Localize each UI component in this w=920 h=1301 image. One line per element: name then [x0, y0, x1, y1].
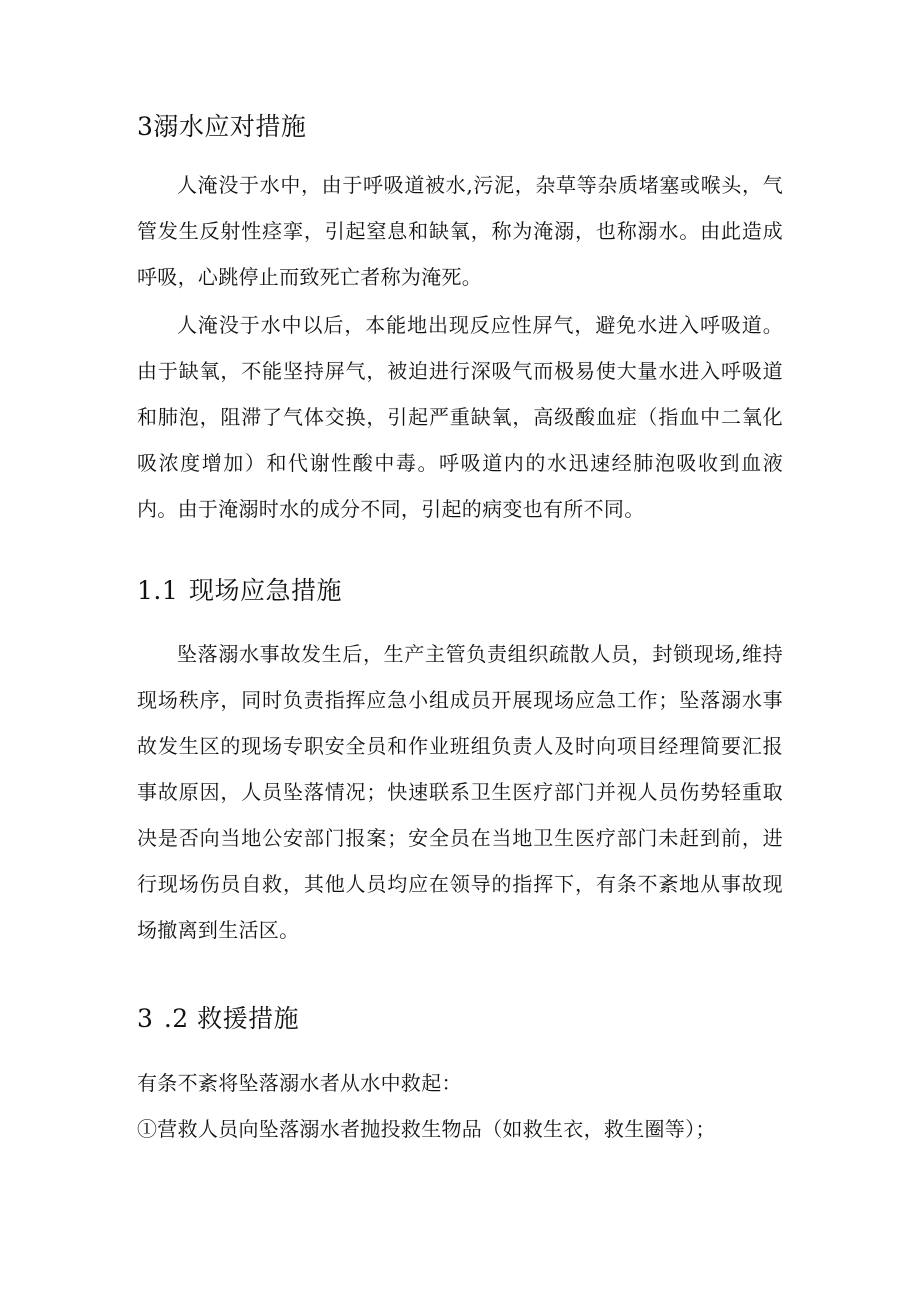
paragraph-onsite-emergency-procedure: 坠落溺水事故发生后，生产主管负责组织疏散人员，封锁现场,维持现场秩序，同时负责指挥应急小组成员开展现场应急工作；坠落溺水事故发生区的现场专职安全员和作业班组负责人及时向项目经理简要汇报事故原因，人员坠落情况；快速联系卫生医疗部门并视人员伤势轻重取决是否向当地公安部门报案；安全员在当地卫生医疗部门未赶到前，进行现场伤员自救，其他人员均应在领导的指挥下，有条不紊地从事故现场撤离到生活区。 [137, 642, 783, 942]
section-number: 3 [137, 1004, 154, 1033]
section-title: 现场应急措施 [189, 576, 343, 605]
rescue-step-1: ①营救人员向坠落溺水者抛投救生物品（如救生衣，救生圈等）； [137, 1117, 716, 1141]
paragraph-drowning-definition: 人淹没于水中，由于呼吸道被水,污泥，杂草等杂质堵塞或喉头，气管发生反射性痉挛，引起窒息和缺氧，称为淹溺，也称溺水。由此造成呼吸，心跳停止而致死亡者称为淹死。 [137, 173, 783, 289]
section-title: 溺水应对措施 [153, 112, 307, 141]
rescue-intro-line: 有条不紊将坠落溺水者从水中救起： [137, 1071, 462, 1095]
section-heading-onsite-emergency [137, 576, 342, 606]
section-heading-drowning-response [137, 112, 306, 142]
section-number: 1.1 [137, 576, 179, 605]
paragraph-drowning-physiology: 人淹没于水中以后，本能地出现反应性屏气，避免水进入呼吸道。由于缺氧，不能坚持屏气，被迫进行深吸气而极易使大量水进入呼吸道和肺泡，阻滞了气体交换，引起严重缺氧，高级酸血症（指血中二氧化吸浓度增加）和代谢性酸中毒。呼吸道内的水迅速经肺泡吸收到血液内。由于淹溺时水的成分不同，引起的病变也有所不同。 [137, 313, 783, 521]
section-title: .2 救援措施 [163, 1004, 300, 1033]
section-heading-rescue-measures [137, 1004, 299, 1034]
section-number: 3 [137, 112, 154, 141]
